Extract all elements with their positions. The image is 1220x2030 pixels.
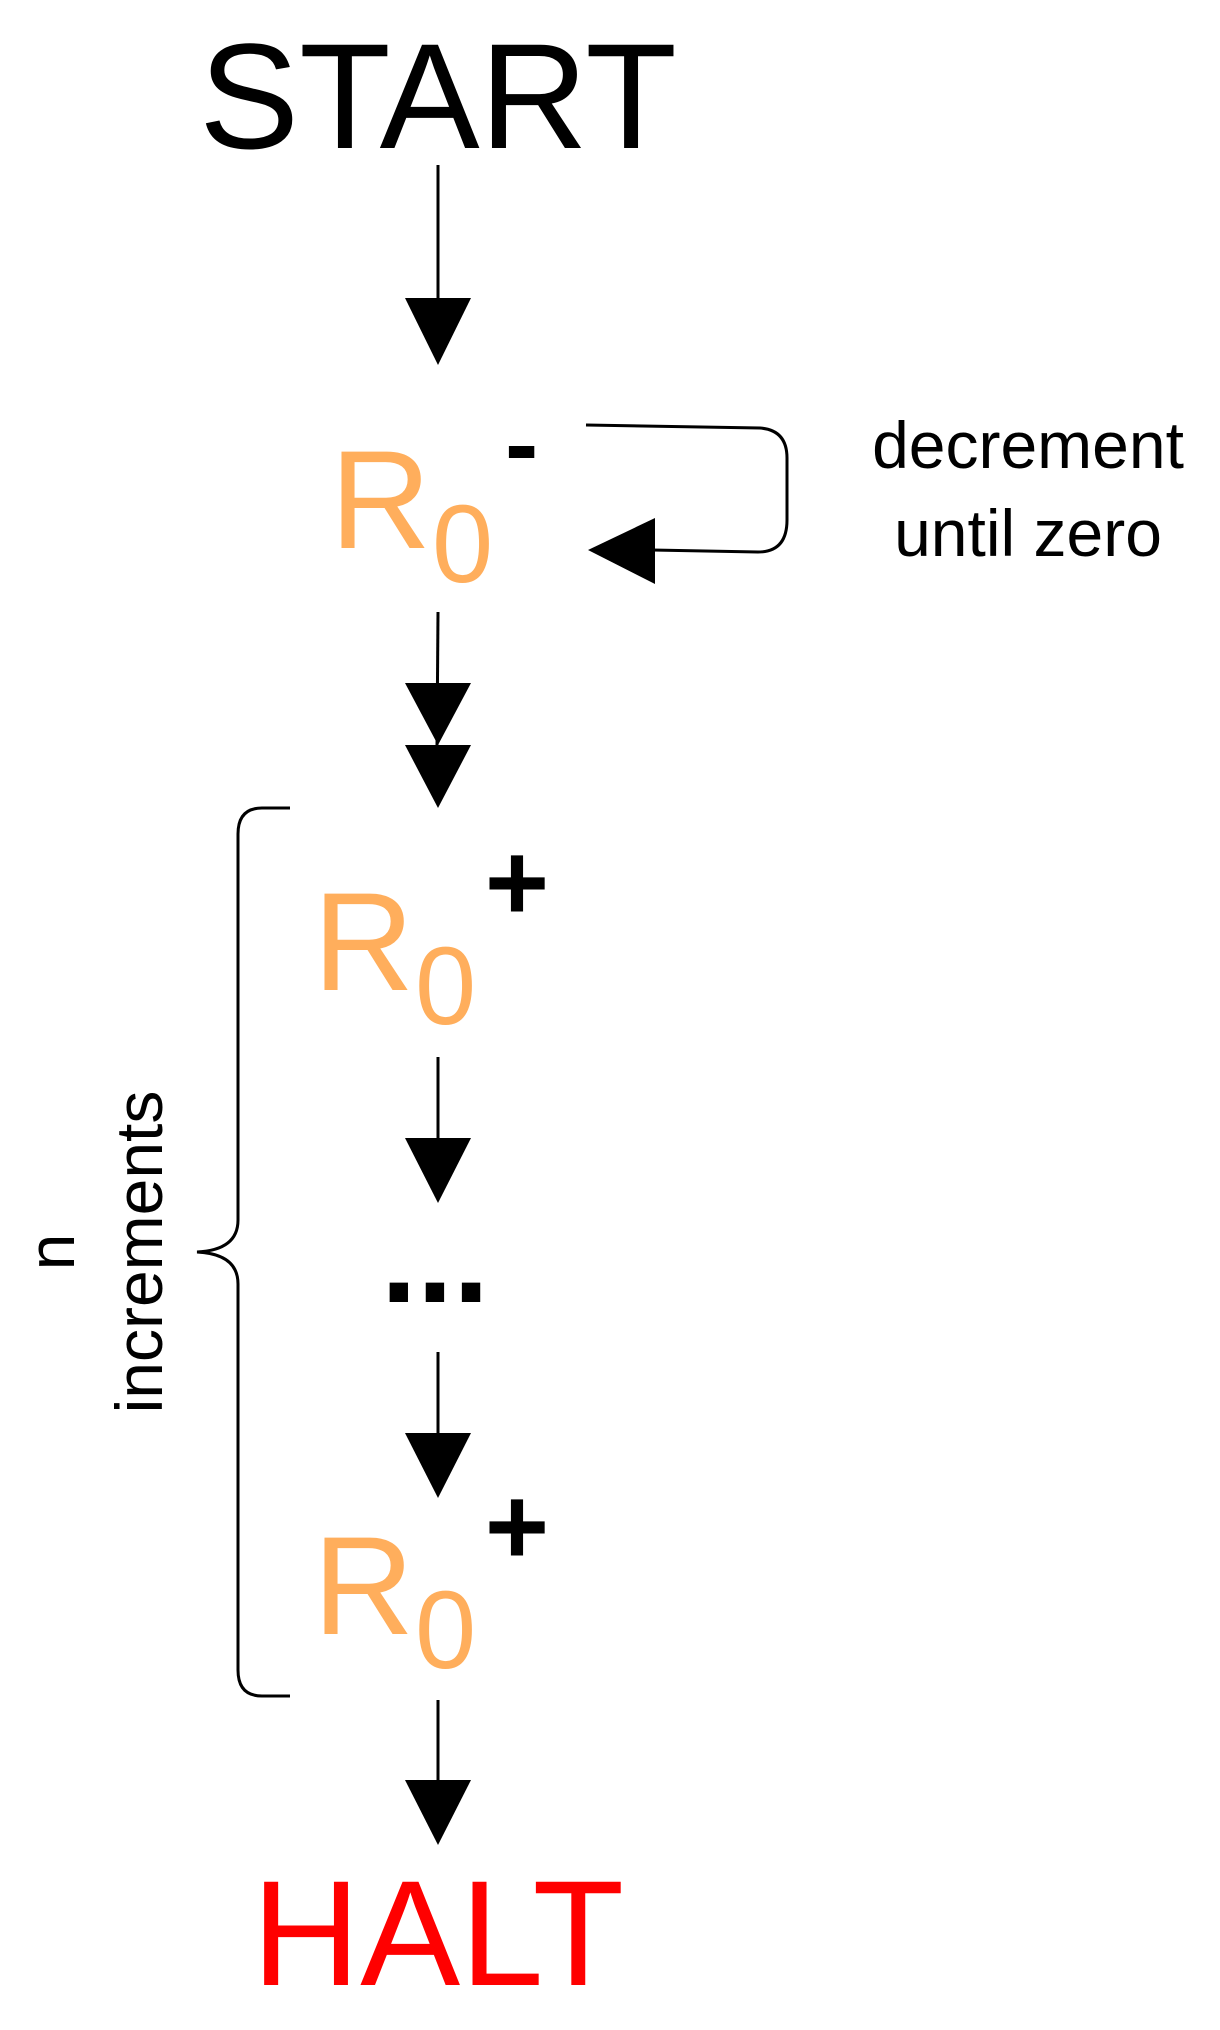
increment-last-sign: + bbox=[484, 1465, 550, 1588]
increment-node-last bbox=[313, 1465, 549, 1692]
arrow-increment-to-ellipsis bbox=[405, 1057, 471, 1203]
increment-node-first bbox=[313, 821, 549, 1048]
arrow-decrement-to-increment bbox=[405, 612, 471, 808]
ellipsis-node: ... bbox=[380, 1184, 490, 1330]
decrement-sign: - bbox=[505, 388, 539, 500]
arrow-start-to-decrement bbox=[405, 165, 471, 365]
loop-annotation-line1: decrement bbox=[872, 408, 1184, 482]
decrement-node bbox=[330, 388, 538, 606]
brace-annotation-line1: n bbox=[14, 1233, 88, 1271]
increment-first-register-base: R bbox=[313, 863, 415, 1020]
arrow-increment-to-halt bbox=[405, 1700, 471, 1845]
increment-first-register-sub: 0 bbox=[415, 925, 477, 1048]
decrement-loop-arrow bbox=[586, 425, 787, 584]
halt-node: HALT bbox=[251, 1849, 625, 2017]
decrement-register-base: R bbox=[330, 421, 432, 578]
increment-first-sign: + bbox=[484, 821, 550, 944]
decrement-register-sub: 0 bbox=[432, 483, 494, 606]
brace-annotation-line2: increments bbox=[102, 1090, 176, 1414]
arrow-ellipsis-to-increment bbox=[405, 1352, 471, 1498]
start-node: START bbox=[199, 12, 677, 180]
increment-last-register-base: R bbox=[313, 1507, 415, 1664]
increments-brace bbox=[197, 808, 290, 1696]
increment-last-register-sub: 0 bbox=[415, 1569, 477, 1692]
loop-annotation-line2: until zero bbox=[894, 496, 1162, 570]
